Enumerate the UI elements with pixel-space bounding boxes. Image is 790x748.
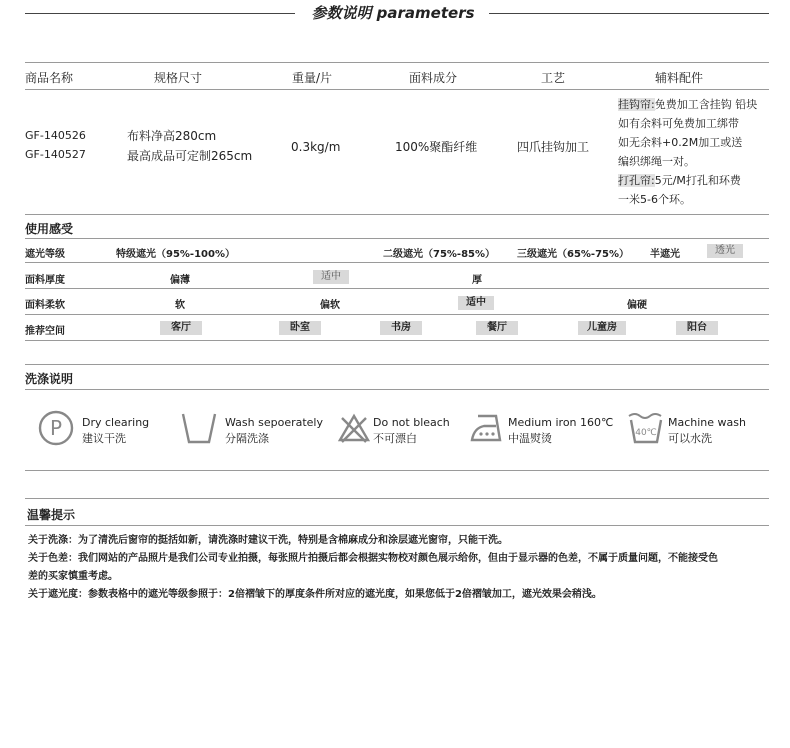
no-bleach-cn: 不可漂白 [373,432,417,445]
wash-top-rule [25,364,769,365]
table-top-rule [25,62,769,63]
iron-icon [470,406,506,446]
header-rule-right [489,13,769,14]
rooms-label: 推荐空间 [25,326,65,337]
tip-shading: 关于遮光度：参数表格中的遮光等级参照于：2倍褶皱下的厚度条件所对应的遮光度，如果您低于2倍褶皱加工，遮光效果会稍浅。 [28,589,602,600]
feel-title-rule [25,238,769,239]
rooms-rule [25,340,769,341]
accessories-line-6: 一米5-6个环。 [618,193,691,206]
shading-option-premium: 特级遮光（95%-100%） [116,249,235,260]
wash-item-no-bleach [338,406,468,446]
tip-washing: 关于洗涤：为了清洗后窗帘的挺括如新，请洗涤时建议干洗，特别是含棉麻成分和涂层遮光窗帘，只能干洗。 [28,535,508,546]
table-header-rule [25,89,769,90]
thickness-rule [25,288,769,289]
room-kids-room: 儿童房 [578,321,626,335]
tips-section-title: 温馨提示 [27,508,76,522]
wash-separately-icon [180,406,220,446]
accessories-line-5: 打孔帘:5元/M打孔和环费 [618,174,741,187]
no-bleach-en: Do not bleach [373,416,450,429]
softness-rule [25,314,769,315]
shading-rule [25,262,769,263]
feel-top-rule [25,214,769,215]
weight-value: 0.3kg/m [291,140,341,154]
wash-separately-en: Wash sepoerately [225,416,324,429]
thickness-option-medium: 适中 [313,270,349,284]
softness-option-medium: 适中 [458,296,494,310]
product-code-2: GF-140527 [25,148,86,161]
wash-section-title: 洗涤说明 [25,372,74,386]
header-rule-left [25,13,295,14]
machine-wash-en: Machine wash [668,416,746,429]
col-header-fabric: 面料成分 [409,71,458,85]
softness-label: 面料柔软 [25,300,65,311]
col-header-weight: 重量/片 [292,71,333,85]
tips-title-rule [25,525,769,526]
fabric-value: 100%聚酯纤维 [395,140,478,154]
size-line-1: 布料净高280cm [127,129,217,143]
thickness-option-thin: 偏薄 [170,275,190,286]
room-living-room: 客厅 [160,321,202,335]
col-header-craft: 工艺 [541,71,566,85]
thickness-label: 面料厚度 [25,275,65,286]
softness-option-firm: 偏硬 [627,300,647,311]
iron-cn: 中温熨烫 [508,432,552,445]
accessories-line-1: 挂钩帘:免费加工含挂钩 铅块 [618,98,758,111]
no-bleach-icon [338,406,372,446]
softness-option-soft: 软 [175,300,185,311]
thickness-option-thick: 厚 [472,275,482,286]
iron-en: Medium iron 160℃ [508,416,614,429]
page-title: 参数说明 parameters [311,4,475,22]
shading-option-half: 半遮光 [650,249,680,260]
softness-option-fairly-soft: 偏软 [320,300,340,311]
hook-curtain-tag: 挂钩帘: [618,98,655,111]
accessories-line-4: 编织绑绳一对。 [618,155,695,168]
room-bedroom: 卧室 [279,321,321,335]
shading-option-grade2: 二级遮光（75%-85%） [383,249,496,260]
wash-item-iron [470,406,620,446]
accessories-line-2: 如有余料可免费加工绑带 [618,117,739,130]
dry-clean-en: Dry clearing [82,416,150,429]
wash-item-separately [180,406,330,446]
tip-color-difference: 关于色差：我们网站的产品照片是我们公司专业拍摄，每张照片拍摄后都会根据实物校对颜色展示给你，但由于显示器的色差，不属于质量问题，不能接受色 [28,553,718,564]
machine-wash-icon [627,406,665,446]
shading-label: 遮光等级 [25,249,65,260]
machine-wash-cn: 可以水洗 [668,432,712,445]
tip-color-difference-cont: 差的买家慎重考虑。 [28,571,118,582]
col-header-accessories: 辅料配件 [655,71,704,85]
wash-item-machine [627,406,767,446]
col-header-name: 商品名称 [25,71,74,85]
wash-item-dry-clean [38,406,178,446]
wash-bottom-rule [25,470,769,471]
room-dining-room: 餐厅 [476,321,518,335]
feel-section-title: 使用感受 [25,222,74,236]
shading-option-translucent: 透光 [707,244,743,258]
dry-clean-icon [38,406,76,446]
accessories-line-3: 如无余料+0.2M加工或送 [618,136,743,149]
shading-option-grade3: 三级遮光（65%-75%） [517,249,630,260]
product-code-1: GF-140526 [25,129,86,142]
wash-separately-cn: 分隔洗涤 [225,432,269,445]
tips-top-rule [25,498,769,499]
room-study: 书房 [380,321,422,335]
wash-title-rule [25,389,769,390]
size-line-2: 最高成品可定制265cm [127,149,253,163]
col-header-size: 规格尺寸 [154,71,203,85]
machine-wash-temp: 40℃ [635,428,657,438]
svg-text:P: P [49,416,63,440]
punch-curtain-tag: 打孔帘: [618,174,655,187]
craft-value: 四爪挂钩加工 [517,140,590,154]
dry-clean-cn: 建议干洗 [82,432,126,445]
room-balcony: 阳台 [676,321,718,335]
